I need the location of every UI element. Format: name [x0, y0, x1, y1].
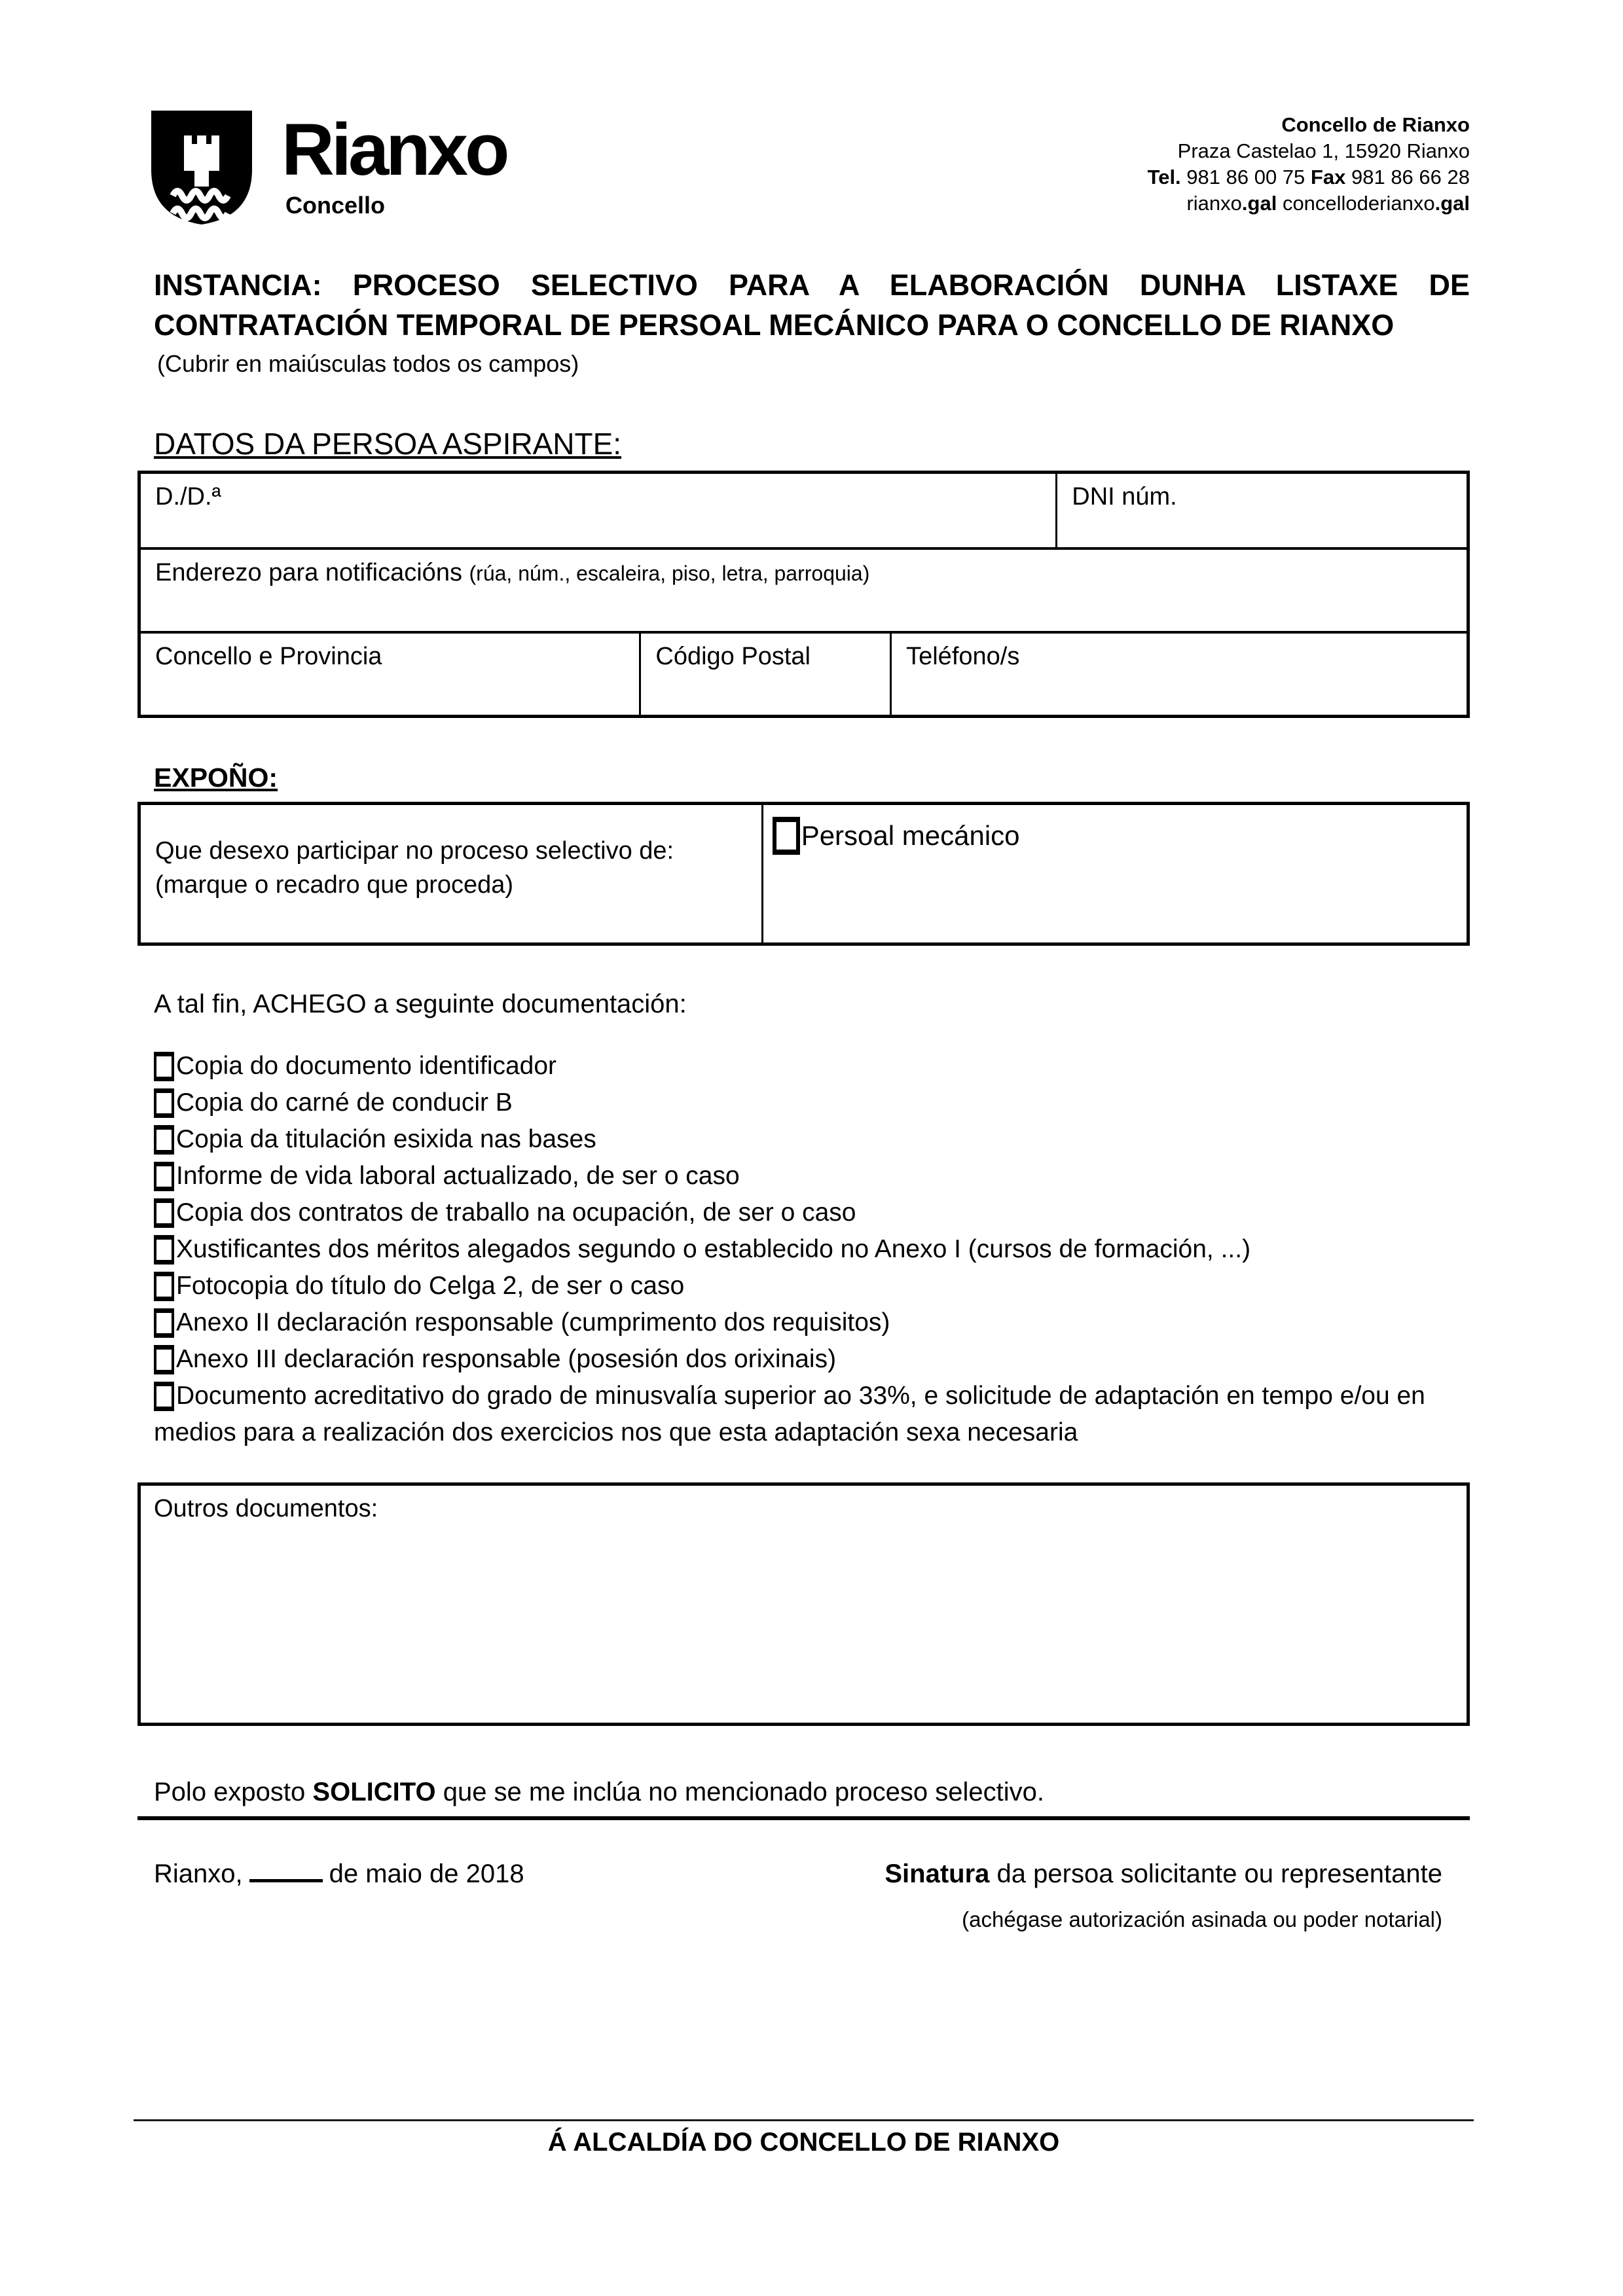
checklist-label-2: Copia do carné de conducir B — [176, 1088, 513, 1117]
persoal-mecanico-label: Persoal mecánico — [801, 820, 1020, 851]
field-codigo-postal[interactable] — [639, 634, 890, 715]
field-enderezo[interactable] — [141, 550, 1467, 631]
solicito-post: que se me inclúa no mencionado proceso selectivo. — [443, 1778, 1045, 1806]
field-dni[interactable] — [1055, 474, 1467, 547]
checklist-item — [154, 1268, 1470, 1304]
page-content — [137, 0, 1470, 1934]
footer-addressee: Á ALCALDÍA DO CONCELLO DE RIANXO — [547, 2128, 1060, 2157]
expono-desc-line1: Que desexo participar no proceso selectivo de: — [155, 837, 674, 865]
datos-row-2 — [141, 547, 1467, 631]
signature-block — [884, 1857, 1442, 1934]
datos-row-1 — [141, 474, 1467, 547]
org-address: Praza Castelao 1, 15920 Rianxo — [1177, 139, 1470, 162]
field-telefono-label: Teléfono/s — [906, 643, 1020, 670]
signature-note: (achégase autorización asinada ou poder notarial) — [962, 1907, 1442, 1931]
org-web-line — [1148, 190, 1470, 217]
checklist-item — [154, 1194, 1470, 1231]
section-heading-expono: EXPOÑO: — [154, 762, 278, 793]
field-dni-label: DNI núm. — [1072, 483, 1177, 511]
solicito-rule — [137, 1816, 1470, 1820]
checklist-checkbox-2[interactable] — [154, 1088, 174, 1118]
checklist-item — [154, 1341, 1470, 1378]
tel-label: Tel. — [1147, 166, 1181, 188]
checklist-label-3: Copia da titulación esixida nas bases — [176, 1125, 596, 1153]
checklist-item — [154, 1121, 1470, 1158]
field-concello-label: Concello e Provincia — [155, 643, 382, 670]
expono-description — [141, 805, 761, 942]
outros-documentos-label: Outros documentos: — [154, 1495, 378, 1522]
logo-subtitle: Concello — [285, 192, 386, 219]
checklist-label-6: Xustificantes dos méritos alegados segundo o establecido no Anexo I (cursos de formación, ...) — [176, 1235, 1251, 1263]
checklist-checkbox-3[interactable] — [154, 1125, 174, 1155]
page-header — [137, 108, 1470, 227]
web2-name: concelloderianxo — [1282, 192, 1435, 215]
date-place: Rianxo, — [154, 1859, 243, 1888]
section-heading-datos: DATOS DA PERSOA ASPIRANTE: — [154, 427, 622, 461]
checklist-checkbox-9[interactable] — [154, 1345, 174, 1374]
logo-text — [282, 108, 506, 219]
checklist-label-1: Copia do documento identificador — [176, 1052, 557, 1080]
checklist-checkbox-4[interactable] — [154, 1162, 174, 1191]
signature-keyword: Sinatura — [884, 1859, 990, 1888]
form-title-line2: CONTRATACIÓN TEMPORAL DE PERSOAL MECÁNICO PARA O CONCELLO DE RIANXO — [154, 308, 1395, 342]
checklist-label-5: Copia dos contratos de traballo na ocupación, de ser o caso — [176, 1198, 856, 1227]
checklist-intro: A tal fin, ACHEGO a seguinte documentación: — [154, 990, 687, 1018]
checklist-checkbox-7[interactable] — [154, 1272, 174, 1301]
field-codigo-postal-label: Código Postal — [655, 643, 811, 670]
date-day-blank[interactable] — [249, 1857, 323, 1882]
checklist-item — [154, 1378, 1470, 1451]
solicito-keyword: SOLICITO — [312, 1778, 436, 1806]
field-enderezo-hint: (rúa, núm., escaleira, piso, letra, parroquia) — [469, 562, 870, 585]
checklist-item — [154, 1048, 1470, 1085]
checklist-label-7: Fotocopia do título do Celga 2, de ser o caso — [176, 1272, 685, 1300]
org-name: Concello de Rianxo — [1281, 113, 1470, 136]
shield-castle-waves-icon — [147, 108, 257, 227]
documentation-checklist — [137, 1048, 1470, 1451]
checklist-checkbox-5[interactable] — [154, 1198, 174, 1228]
field-telefono[interactable] — [890, 634, 1467, 715]
expono-table — [137, 802, 1470, 946]
form-title-note: (Cubrir en maiúsculas todos os campos) — [157, 350, 579, 377]
field-concello[interactable] — [141, 634, 639, 715]
fax-number: 981 86 66 28 — [1351, 166, 1470, 188]
form-title-line1: INSTANCIA: PROCESO SELECTIVO PARA A ELABORACIÓN DUNHA LISTAXE DE — [154, 268, 1470, 302]
form-title — [137, 265, 1470, 378]
footer-rule — [134, 2119, 1474, 2121]
checklist-item — [154, 1304, 1470, 1341]
expono-option-cell — [761, 805, 1467, 942]
field-nome[interactable] — [141, 474, 1055, 547]
field-enderezo-label: Enderezo para notificacións — [155, 559, 462, 586]
signature-rest: da persoa solicitante ou representante — [996, 1859, 1442, 1888]
checklist-checkbox-6[interactable] — [154, 1235, 174, 1265]
checklist-checkbox-10[interactable] — [154, 1382, 174, 1411]
concello-rianxo-logo — [147, 108, 506, 227]
checklist-checkbox-1[interactable] — [154, 1052, 174, 1081]
field-nome-label: D./D.ª — [155, 483, 221, 511]
date-rest: de maio de 2018 — [329, 1859, 524, 1888]
checklist-label-10: Documento acreditativo do grado de minusvalía superior ao 33%, e solicitude de adaptación en tempo e/ou en medios para a realización dos exercicios nos que esta adaptación sexa necesaria — [154, 1382, 1425, 1446]
date-signature-row — [137, 1857, 1442, 1934]
fax-label: Fax — [1310, 166, 1346, 188]
org-contact-block — [1148, 108, 1470, 217]
date-line — [154, 1857, 524, 1891]
checklist-item — [154, 1231, 1470, 1268]
expono-desc-line2: (marque o recadro que proceda) — [155, 871, 514, 899]
solicito-pre: Polo exposto — [154, 1778, 306, 1806]
checklist-item — [154, 1085, 1470, 1121]
checklist-label-8: Anexo II declaración responsable (cumprimento dos requisitos) — [176, 1308, 890, 1336]
web1-name: rianxo — [1186, 192, 1242, 215]
persoal-mecanico-checkbox[interactable] — [773, 817, 800, 855]
checklist-label-4: Informe de vida laboral actualizado, de ser o caso — [176, 1162, 740, 1190]
outros-documentos-box[interactable] — [137, 1482, 1470, 1726]
expono-row — [141, 805, 1467, 942]
logo-brand: Rianxo — [282, 109, 507, 190]
datos-table — [137, 471, 1470, 718]
web1-tld: .gal — [1241, 192, 1277, 215]
signature-label-line — [884, 1857, 1442, 1891]
org-phone-line — [1148, 164, 1470, 190]
checklist-label-9: Anexo III declaración responsable (posesión dos orixinais) — [176, 1345, 837, 1373]
datos-row-3 — [141, 631, 1467, 715]
page-footer — [134, 2119, 1474, 2159]
tel-number: 981 86 00 75 — [1186, 166, 1305, 188]
web2-tld: .gal — [1434, 192, 1470, 215]
solicito-line — [137, 1776, 1470, 1808]
checklist-checkbox-8[interactable] — [154, 1308, 174, 1338]
checklist-item — [154, 1158, 1470, 1194]
